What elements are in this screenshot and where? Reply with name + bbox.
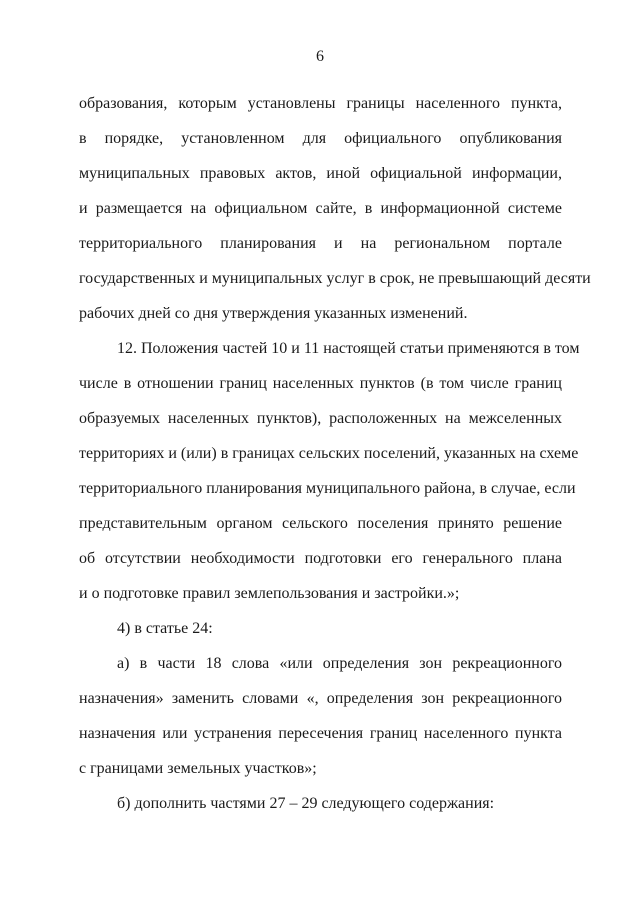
text-line: муниципальных правовых актов, иной официальной информации,: [79, 165, 562, 182]
text-line: государственных и муниципальных услуг в срок, не превышающий десяти: [79, 270, 591, 287]
text-line: территориального планирования и на региональном портале: [79, 235, 562, 252]
text-line: и размещается на официальном сайте, в информационной системе: [79, 200, 562, 217]
paragraph-first-line: 12. Положения частей 10 и 11 настоящей статьи применяются в том: [117, 340, 580, 357]
text-line: назначения или устранения пересечения границ населенного пункта: [79, 725, 562, 742]
paragraph-first-line: а) в части 18 слова «или определения зон рекреационного: [117, 655, 562, 672]
text-line: образуемых населенных пунктов), расположенных на межселенных: [79, 410, 562, 427]
text-line: числе в отношении границ населенных пунктов (в том числе границ: [79, 375, 562, 392]
text-line: в порядке, установленном для официального опубликования: [79, 130, 562, 147]
text-line: территориального планирования муниципального района, в случае, если: [79, 480, 576, 497]
text-line: образования, которым установлены границы населенного пункта,: [79, 95, 562, 112]
text-line: территориях и (или) в границах сельских поселений, указанных на схеме: [79, 445, 579, 462]
page-number: 6: [316, 48, 324, 65]
text-line: рабочих дней со дня утверждения указанных изменений.: [79, 305, 468, 322]
text-line: с границами земельных участков»;: [79, 760, 317, 777]
paragraph-first-line: б) дополнить частями 27 – 29 следующего содержания:: [117, 795, 495, 812]
text-line: об отсутствии необходимости подготовки его генерального плана: [79, 550, 562, 567]
text-line: представительным органом сельского поселения принято решение: [79, 515, 562, 532]
text-line: и о подготовке правил землепользования и застройки.»;: [79, 585, 460, 602]
text-line: назначения» заменить словами «, определения зон рекреационного: [79, 690, 562, 707]
paragraph-first-line: 4) в статье 24:: [117, 620, 213, 637]
